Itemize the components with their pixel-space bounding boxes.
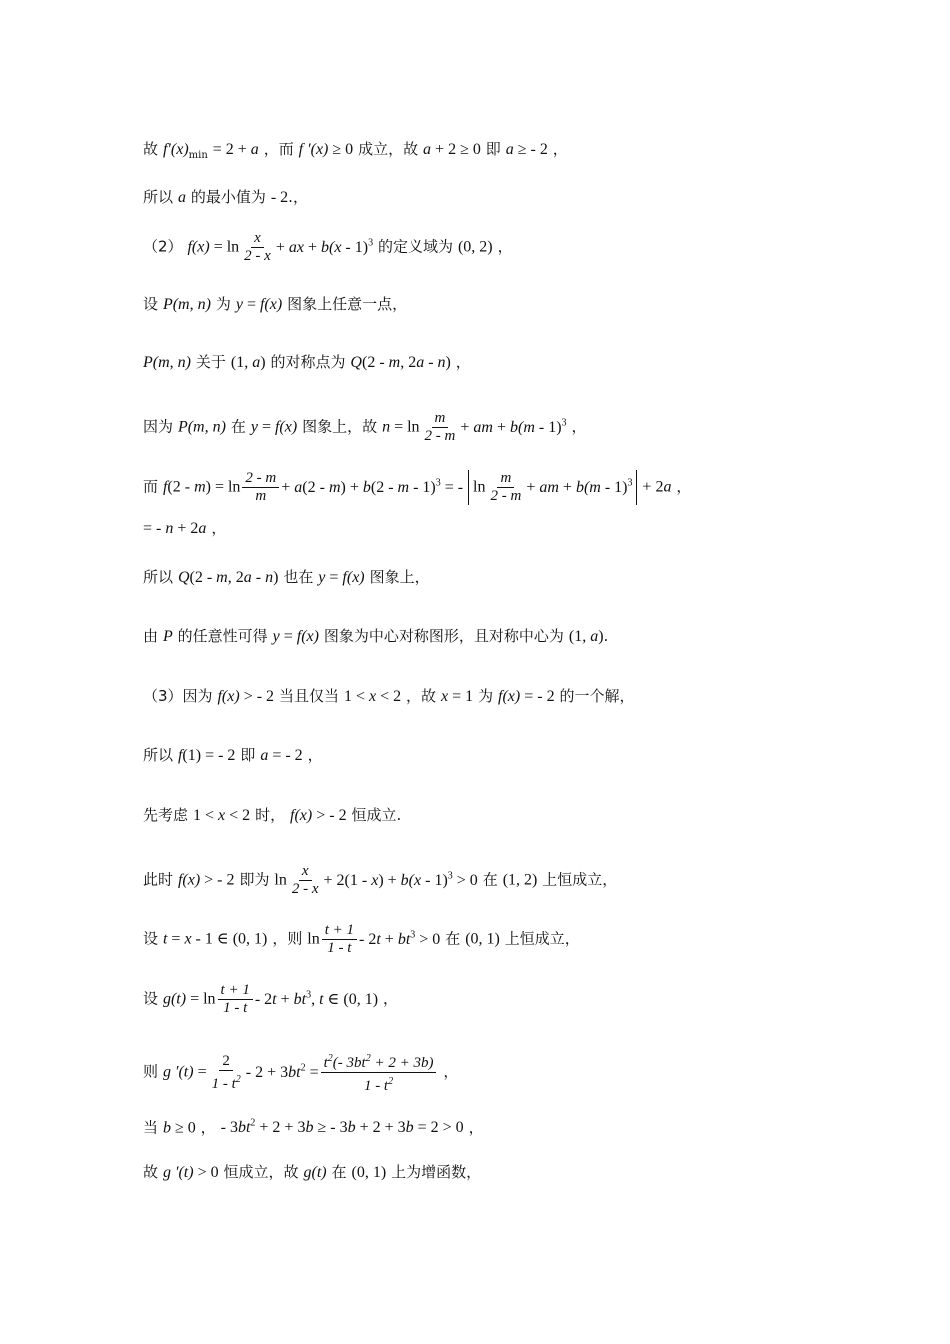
line-14: 此时 f(x) > - 2 即为 ln $\frac{x}{2 - x}$ + 2(1 - x) + b(x - 1)$^3$ > 0 在 (1, 2) 上恒成立， (143, 863, 618, 897)
line-5: P(m, n) 关于 (1, a) 的对称点为 Q(2 - m, 2a - n) ， (143, 353, 471, 371)
line-15: 设 t = x - 1 ∈ (0, 1) ，则 ln $\frac{t + 1}{1 - t}$ - $2t + bt^3 > 0$ 在 (0, 1) 上恒成立， (143, 922, 580, 956)
line-7: 而 f(2 - m) = ln $\frac{2 - m}{m}$ + a(2 - m) + b(2 - m - 1)$^3$ = - ln $\frac{m}{2 - m}$ + am + b(m - 1)$^3$ + 2a ， (143, 470, 692, 504)
line-10: 由 P 的任意性可得 y = f(x) 图象为中心对称图形，且对称中心为 (1, a). (143, 627, 609, 645)
line-3: （2） f(x) = ln $\frac{x}{2 - x}$ + ax + b(x - 1)$^3$ 的定义域为 (0, 2) ， (143, 230, 513, 264)
line-16: 设 g(t) = ln $\frac{t + 1}{1 - t}$ - $2t + bt^3$, t ∈ (0, 1) ， (143, 982, 398, 1016)
line-11: （3）因为 f(x) > - 2 当且仅当 1 < x < 2 ，故 x = 1 为 f(x) = - 2 的一个解， (143, 687, 635, 705)
line-12: 所以 f(1) = - 2 即 a = - 2 ， (143, 746, 323, 764)
line-19: 故 g ′(t) > 0 恒成立，故 g(t) 在 (0, 1) 上为增函数， (143, 1163, 482, 1181)
line-1: 故 $f'(x)_{min} = 2 + a$ ，而 f ′(x) ≥ 0 成立，故 a + 2 ≥ 0 即 a ≥ - 2 ， (143, 140, 568, 162)
line-8: = - n + 2a ， (143, 519, 227, 537)
line-13: 先考虑 1 < x < 2 时， f(x) > - 2 恒成立. (143, 806, 402, 824)
line-9: 所以 Q(2 - m, 2a - n) 也在 y = f(x) 图象上， (143, 568, 430, 586)
line-2: 所以 a 的最小值为 - 2.， (143, 188, 308, 206)
line-4: 设 P(m, n) 为 y = f(x) 图象上任意一点， (143, 295, 408, 313)
line-18: 当 b ≥ 0 ， - $3bt^2 + 2 + 3b$ ≥ - 3b + 2 + 3b = 2 > 0 ， (143, 1118, 484, 1137)
line-17: 则 g ′(t) = $\frac{2}{1 - t^2}$ - $2 + 3bt^2$ = $\frac{t^2(- 3bt^2 + 2 + 3b)}{1 - t^2}$ ， (143, 1050, 890, 1095)
line-6: 因为 P(m, n) 在 y = f(x) 图象上，故 n = ln $\frac{m}{2 - m}$ + am + b(m - 1)$^3$ ， (143, 410, 587, 444)
